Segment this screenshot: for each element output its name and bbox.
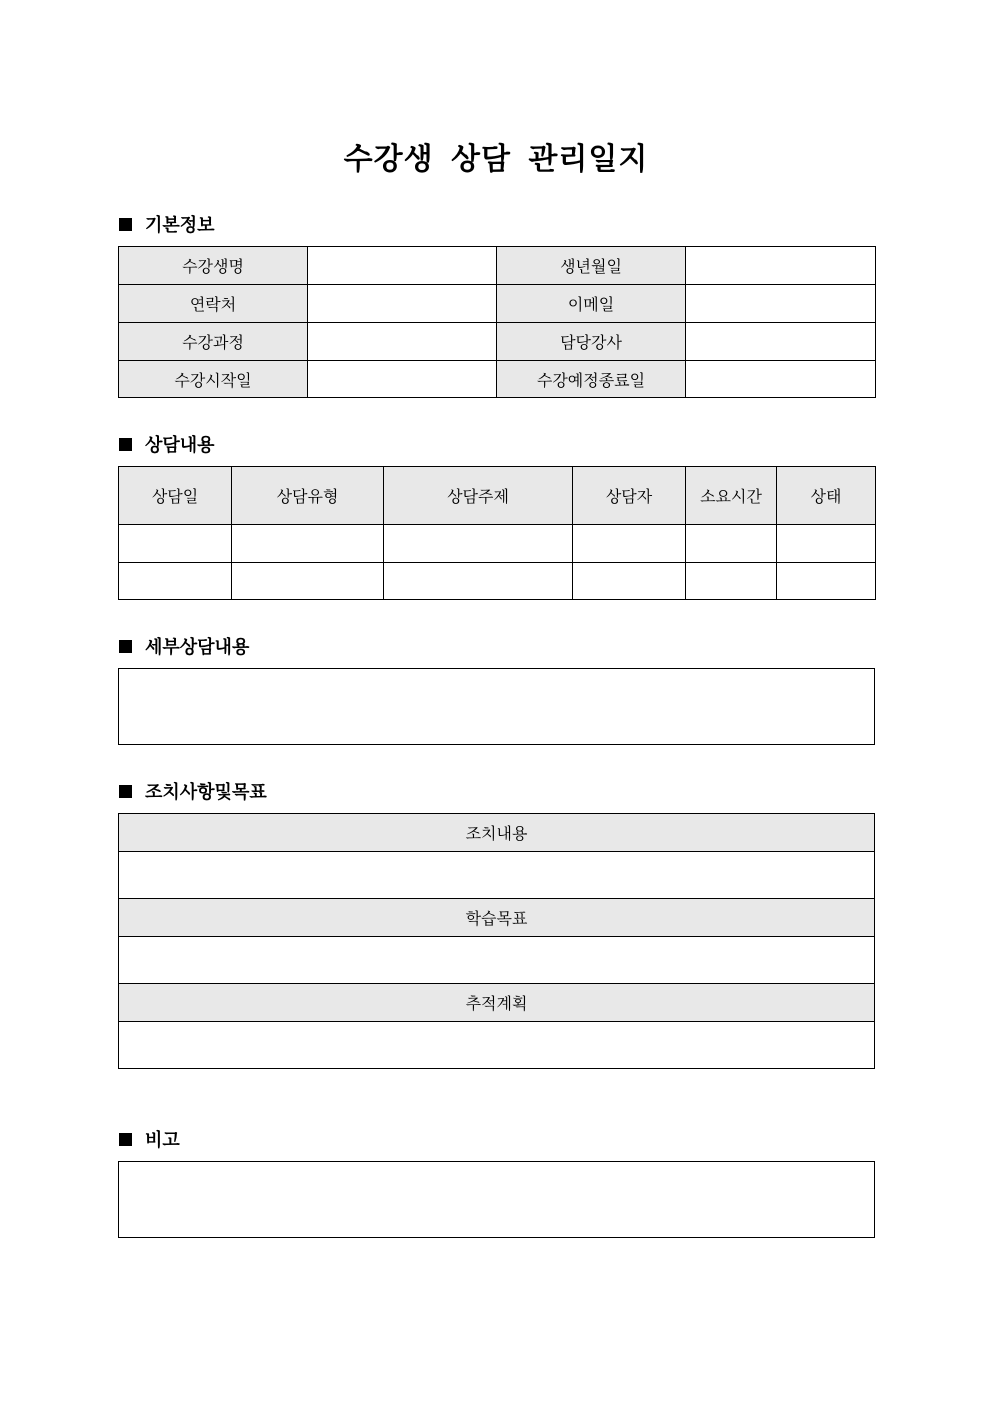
table-cell[interactable] bbox=[686, 525, 777, 563]
label-email: 이메일 bbox=[497, 285, 686, 323]
table-cell[interactable] bbox=[384, 563, 573, 600]
column-header-status: 상태 bbox=[777, 467, 876, 525]
column-header-duration: 소요시간 bbox=[686, 467, 777, 525]
table-header-row bbox=[119, 899, 875, 937]
black-square-icon bbox=[119, 438, 132, 451]
section-title-action: 조치사항및목표 bbox=[145, 782, 267, 803]
label-contact: 연락처 bbox=[119, 285, 308, 323]
table-row bbox=[119, 285, 876, 323]
detail-content-box[interactable] bbox=[118, 668, 875, 745]
section-heading-basic bbox=[119, 212, 215, 236]
birth-date-field[interactable] bbox=[686, 247, 876, 285]
remarks-content-box[interactable] bbox=[118, 1161, 875, 1238]
table-row bbox=[119, 323, 876, 361]
column-header-type: 상담유형 bbox=[232, 467, 384, 525]
label-start-date: 수강시작일 bbox=[119, 361, 308, 398]
table-header-row bbox=[119, 814, 875, 852]
label-student-name: 수강생명 bbox=[119, 247, 308, 285]
instructor-field[interactable] bbox=[686, 323, 876, 361]
black-square-icon bbox=[119, 218, 132, 231]
start-date-field[interactable] bbox=[308, 361, 497, 398]
basic-info-table bbox=[118, 246, 876, 398]
action-content-field[interactable] bbox=[119, 852, 875, 899]
table-cell[interactable] bbox=[119, 525, 232, 563]
page-title: 수강생 상담 관리일지 bbox=[343, 142, 649, 177]
section-title-detail: 세부상담내용 bbox=[145, 637, 250, 658]
table-row bbox=[119, 1022, 875, 1069]
table-cell[interactable] bbox=[384, 525, 573, 563]
section-title-remarks: 비고 bbox=[145, 1130, 180, 1151]
table-cell[interactable] bbox=[573, 563, 686, 600]
table-row bbox=[119, 852, 875, 899]
label-course: 수강과정 bbox=[119, 323, 308, 361]
section-heading-detail bbox=[119, 634, 249, 658]
table-cell[interactable] bbox=[573, 525, 686, 563]
end-date-field[interactable] bbox=[686, 361, 876, 398]
learning-goal-field[interactable] bbox=[119, 937, 875, 984]
section-title-counsel: 상담내용 bbox=[145, 435, 215, 456]
table-row bbox=[119, 361, 876, 398]
label-learning-goal: 학습목표 bbox=[119, 899, 875, 937]
table-row bbox=[119, 247, 876, 285]
section-heading-counsel bbox=[119, 432, 215, 456]
table-header-row bbox=[119, 467, 876, 525]
table-row bbox=[119, 937, 875, 984]
table-cell[interactable] bbox=[232, 525, 384, 563]
label-end-date: 수강예정종료일 bbox=[497, 361, 686, 398]
table-row bbox=[119, 563, 876, 600]
black-square-icon bbox=[119, 785, 132, 798]
black-square-icon bbox=[119, 640, 132, 653]
label-birth-date: 생년월일 bbox=[497, 247, 686, 285]
column-header-counselor: 상담자 bbox=[573, 467, 686, 525]
table-cell[interactable] bbox=[119, 563, 232, 600]
followup-plan-field[interactable] bbox=[119, 1022, 875, 1069]
student-name-field[interactable] bbox=[308, 247, 497, 285]
table-cell[interactable] bbox=[777, 563, 876, 600]
contact-field[interactable] bbox=[308, 285, 497, 323]
course-field[interactable] bbox=[308, 323, 497, 361]
counsel-table bbox=[118, 466, 876, 600]
black-square-icon bbox=[119, 1133, 132, 1146]
label-action-content: 조치내용 bbox=[119, 814, 875, 852]
table-cell[interactable] bbox=[232, 563, 384, 600]
table-cell[interactable] bbox=[777, 525, 876, 563]
email-field[interactable] bbox=[686, 285, 876, 323]
table-cell[interactable] bbox=[686, 563, 777, 600]
section-heading-remarks bbox=[119, 1127, 180, 1151]
section-heading-action bbox=[119, 779, 267, 803]
label-instructor: 담당강사 bbox=[497, 323, 686, 361]
column-header-topic: 상담주제 bbox=[384, 467, 573, 525]
table-header-row bbox=[119, 984, 875, 1022]
table-row bbox=[119, 525, 876, 563]
label-followup-plan: 추적계획 bbox=[119, 984, 875, 1022]
action-table bbox=[118, 813, 875, 1069]
section-title-basic: 기본정보 bbox=[145, 215, 215, 236]
column-header-date: 상담일 bbox=[119, 467, 232, 525]
